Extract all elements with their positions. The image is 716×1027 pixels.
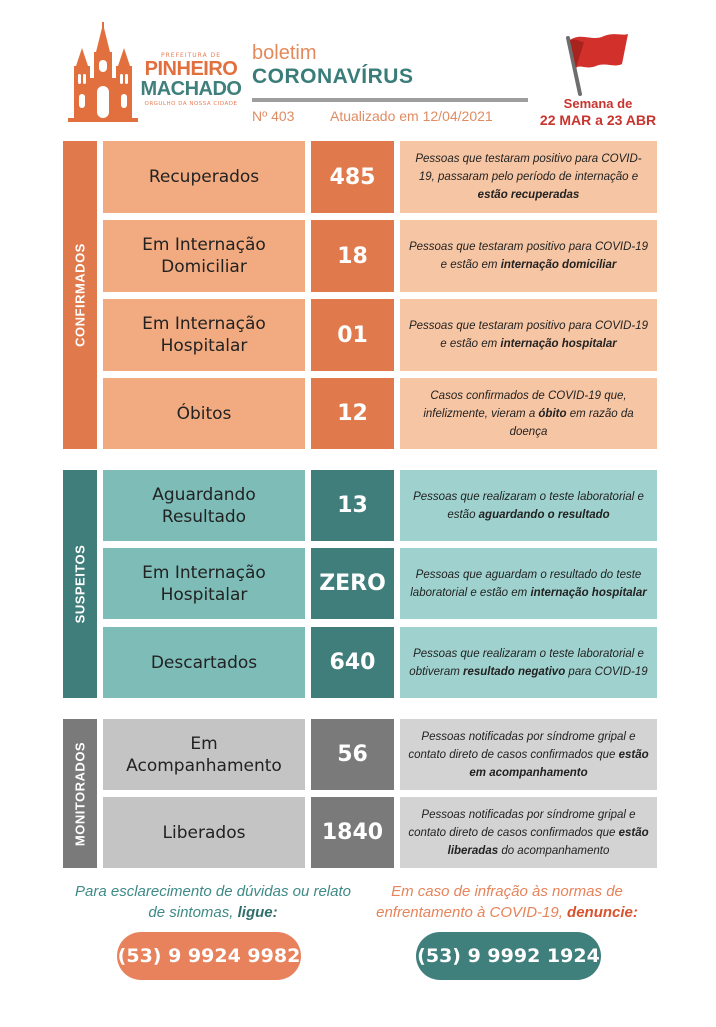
- section-side-suspeitos: [63, 470, 97, 698]
- footer-help-text: [68, 881, 358, 923]
- row-label-internacao-hospitalar: Em Internação Hospitalar: [103, 299, 305, 371]
- row-label-internacao-domiciliar: Em Internação Domiciliar: [103, 220, 305, 292]
- section-label-monitorados: MONITORADOS: [72, 741, 88, 846]
- week-label: Semana de: [563, 96, 633, 111]
- row-desc-internacao-hospitalar: Pessoas que testaram positivo para COVID-19 e estão em internação hospitalar: [400, 299, 657, 371]
- row-desc-liberados: Pessoas notificadas por síndrome gripal e contato direto de casos confirmados que estão liberadas do acompanhamento: [400, 797, 657, 868]
- footer-report-call: denuncie:: [567, 904, 638, 921]
- row-value-internacao-domiciliar: 18: [311, 220, 394, 292]
- row-value-obitos: 12: [311, 378, 394, 449]
- row-label-descartados: Descartados: [103, 627, 305, 698]
- brand-prefeitura: PREFEITURA DE: [161, 52, 221, 59]
- row-desc-internacao-domiciliar: Pessoas que testaram positivo para COVID-19 e estão em internação domiciliar: [400, 220, 657, 292]
- week-dates: 22 MAR a 23 ABR: [539, 112, 657, 128]
- row-value-aguardando-resultado: 13: [311, 470, 394, 541]
- bulletin-title-line-1: boletim: [252, 42, 317, 64]
- footer-help-message: Para esclarecimento de dúvidas ou relato de sintomas,: [75, 883, 351, 921]
- row-value-recuperados: 485: [311, 141, 394, 213]
- week-range: [528, 96, 668, 128]
- row-desc-recuperados: Pessoas que testaram positivo para COVID-19, passaram pelo período de internação e estão recuperadas: [400, 141, 657, 213]
- row-value-internacao-hospitalar: 01: [311, 299, 394, 371]
- footer-help-call: ligue:: [237, 904, 278, 921]
- row-desc-suspeito-internacao-hospitalar: Pessoas que aguardam o resultado do teste laboratorial e estão em internação hospitalar: [400, 548, 657, 619]
- section-label-confirmados: CONFIRMADOS: [72, 243, 88, 347]
- row-label-obitos: Óbitos: [103, 378, 305, 449]
- brand-wordmark: [138, 52, 244, 107]
- title-divider: [252, 98, 528, 102]
- bulletin-updated-date: Atualizado em 12/04/2021: [330, 108, 493, 124]
- row-label-suspeito-internacao-hospitalar: Em Internação Hospitalar: [103, 548, 305, 619]
- row-desc-descartados: Pessoas que realizaram o teste laboratorial e obtiveram resultado negativo para COVID-19: [400, 627, 657, 698]
- footer-report-message: Em caso de infração às normas de enfrentamento à COVID-19,: [376, 883, 623, 921]
- section-side-monitorados: [63, 719, 97, 868]
- bulletin-number: Nº 403: [252, 108, 295, 124]
- row-value-em-acompanhamento: 56: [311, 719, 394, 790]
- red-flag-icon: [562, 28, 632, 96]
- row-label-em-acompanhamento: Em Acompanhamento: [103, 719, 305, 790]
- row-label-liberados: Liberados: [103, 797, 305, 868]
- row-desc-aguardando-resultado: Pessoas que realizaram o teste laboratorial e estão aguardando o resultado: [400, 470, 657, 541]
- brand-line-2: MACHADO: [140, 78, 242, 100]
- church-logo-icon: [68, 22, 138, 122]
- help-phone-button[interactable]: (53) 9 9924 9982: [117, 932, 301, 980]
- brand-tagline: ORGULHO DA NOSSA CIDADE: [144, 101, 238, 107]
- bulletin-title-line-2: CORONAVÍRUS: [252, 65, 414, 88]
- footer-report-text: [357, 881, 657, 923]
- row-desc-obitos: Casos confirmados de COVID-19 que, infelizmente, vieram a óbito em razão da doença: [400, 378, 657, 449]
- row-label-aguardando-resultado: Aguardando Resultado: [103, 470, 305, 541]
- bulletin-title: [252, 42, 413, 90]
- row-value-liberados: 1840: [311, 797, 394, 868]
- row-desc-em-acompanhamento: Pessoas notificadas por síndrome gripal e contato direto de casos confirmados que estão em acompanhamento: [400, 719, 657, 790]
- row-label-recuperados: Recuperados: [103, 141, 305, 213]
- section-label-suspeitos: SUSPEITOS: [72, 544, 88, 624]
- report-phone-button[interactable]: (53) 9 9992 1924: [416, 932, 601, 980]
- row-value-suspeito-internacao-hospitalar: ZERO: [311, 548, 394, 619]
- row-value-descartados: 640: [311, 627, 394, 698]
- brand-line-1: PINHEIRO: [144, 58, 238, 80]
- section-side-confirmados: [63, 141, 97, 449]
